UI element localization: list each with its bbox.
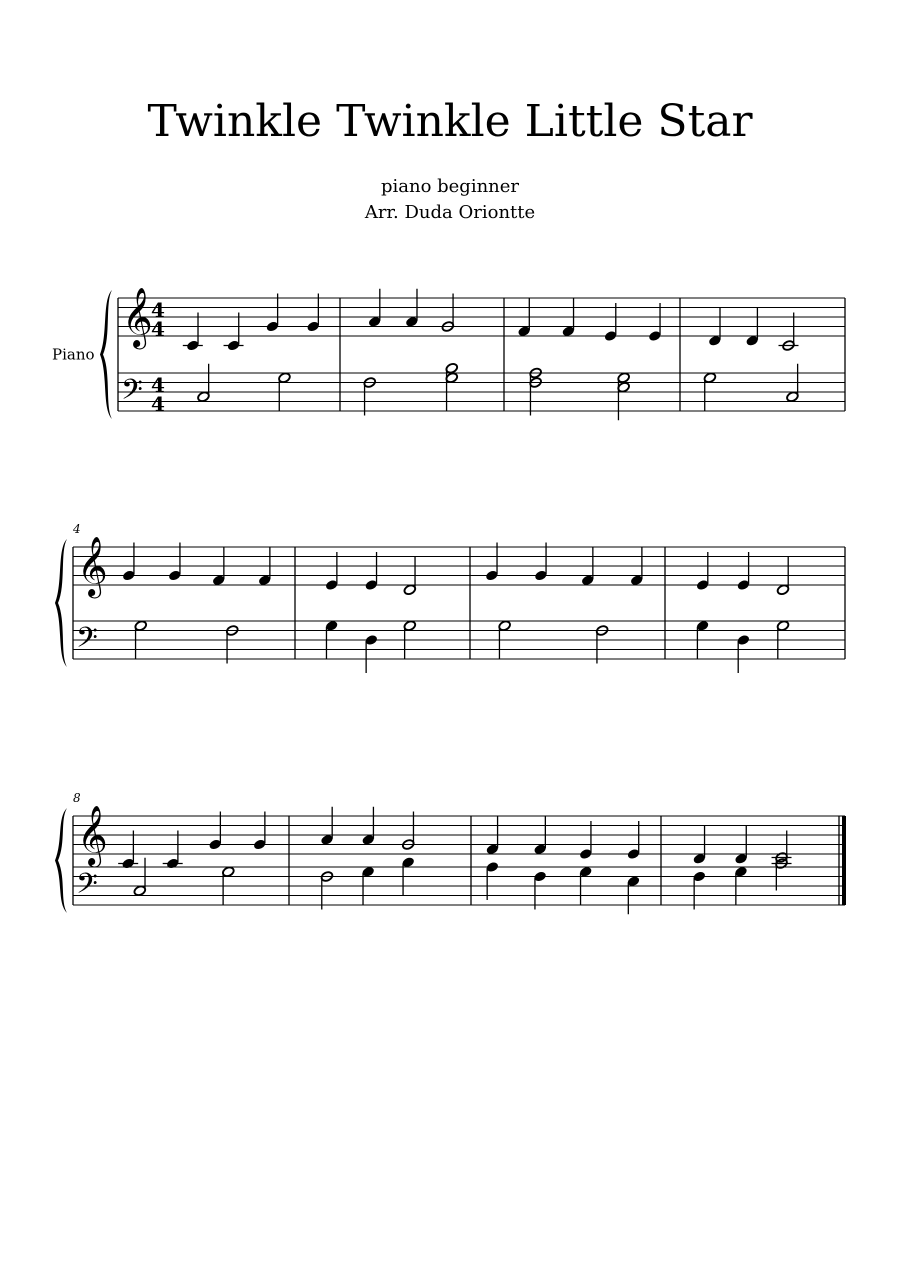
system <box>52 288 845 421</box>
treble-clef: 𝄞 <box>77 536 108 597</box>
bass-clef: 𝄢 <box>76 621 98 662</box>
bass-clef: 𝄢 <box>121 373 143 414</box>
system <box>55 791 845 914</box>
time-signature-denominator: 4 <box>151 392 165 417</box>
bass-clef: 𝄢 <box>76 867 98 908</box>
brace <box>55 539 67 667</box>
instrument-label: Piano <box>52 345 95 364</box>
treble-clef: 𝄞 <box>77 805 108 866</box>
time-signature-denominator: 4 <box>151 317 165 342</box>
treble-clef: 𝄞 <box>122 287 153 348</box>
measure-number: 8 <box>73 791 81 805</box>
score-subtitle: piano beginner <box>380 176 520 197</box>
brace <box>55 808 67 913</box>
measure-number: 4 <box>73 522 81 536</box>
arranger-credit: Arr. Duda Oriontte <box>364 202 536 223</box>
brace <box>100 290 112 419</box>
time-signature-numerator: 4 <box>151 373 165 398</box>
score-title: Twinkle Twinkle Little Star <box>147 96 753 147</box>
time-signature-numerator: 4 <box>151 298 165 323</box>
system <box>55 522 845 673</box>
